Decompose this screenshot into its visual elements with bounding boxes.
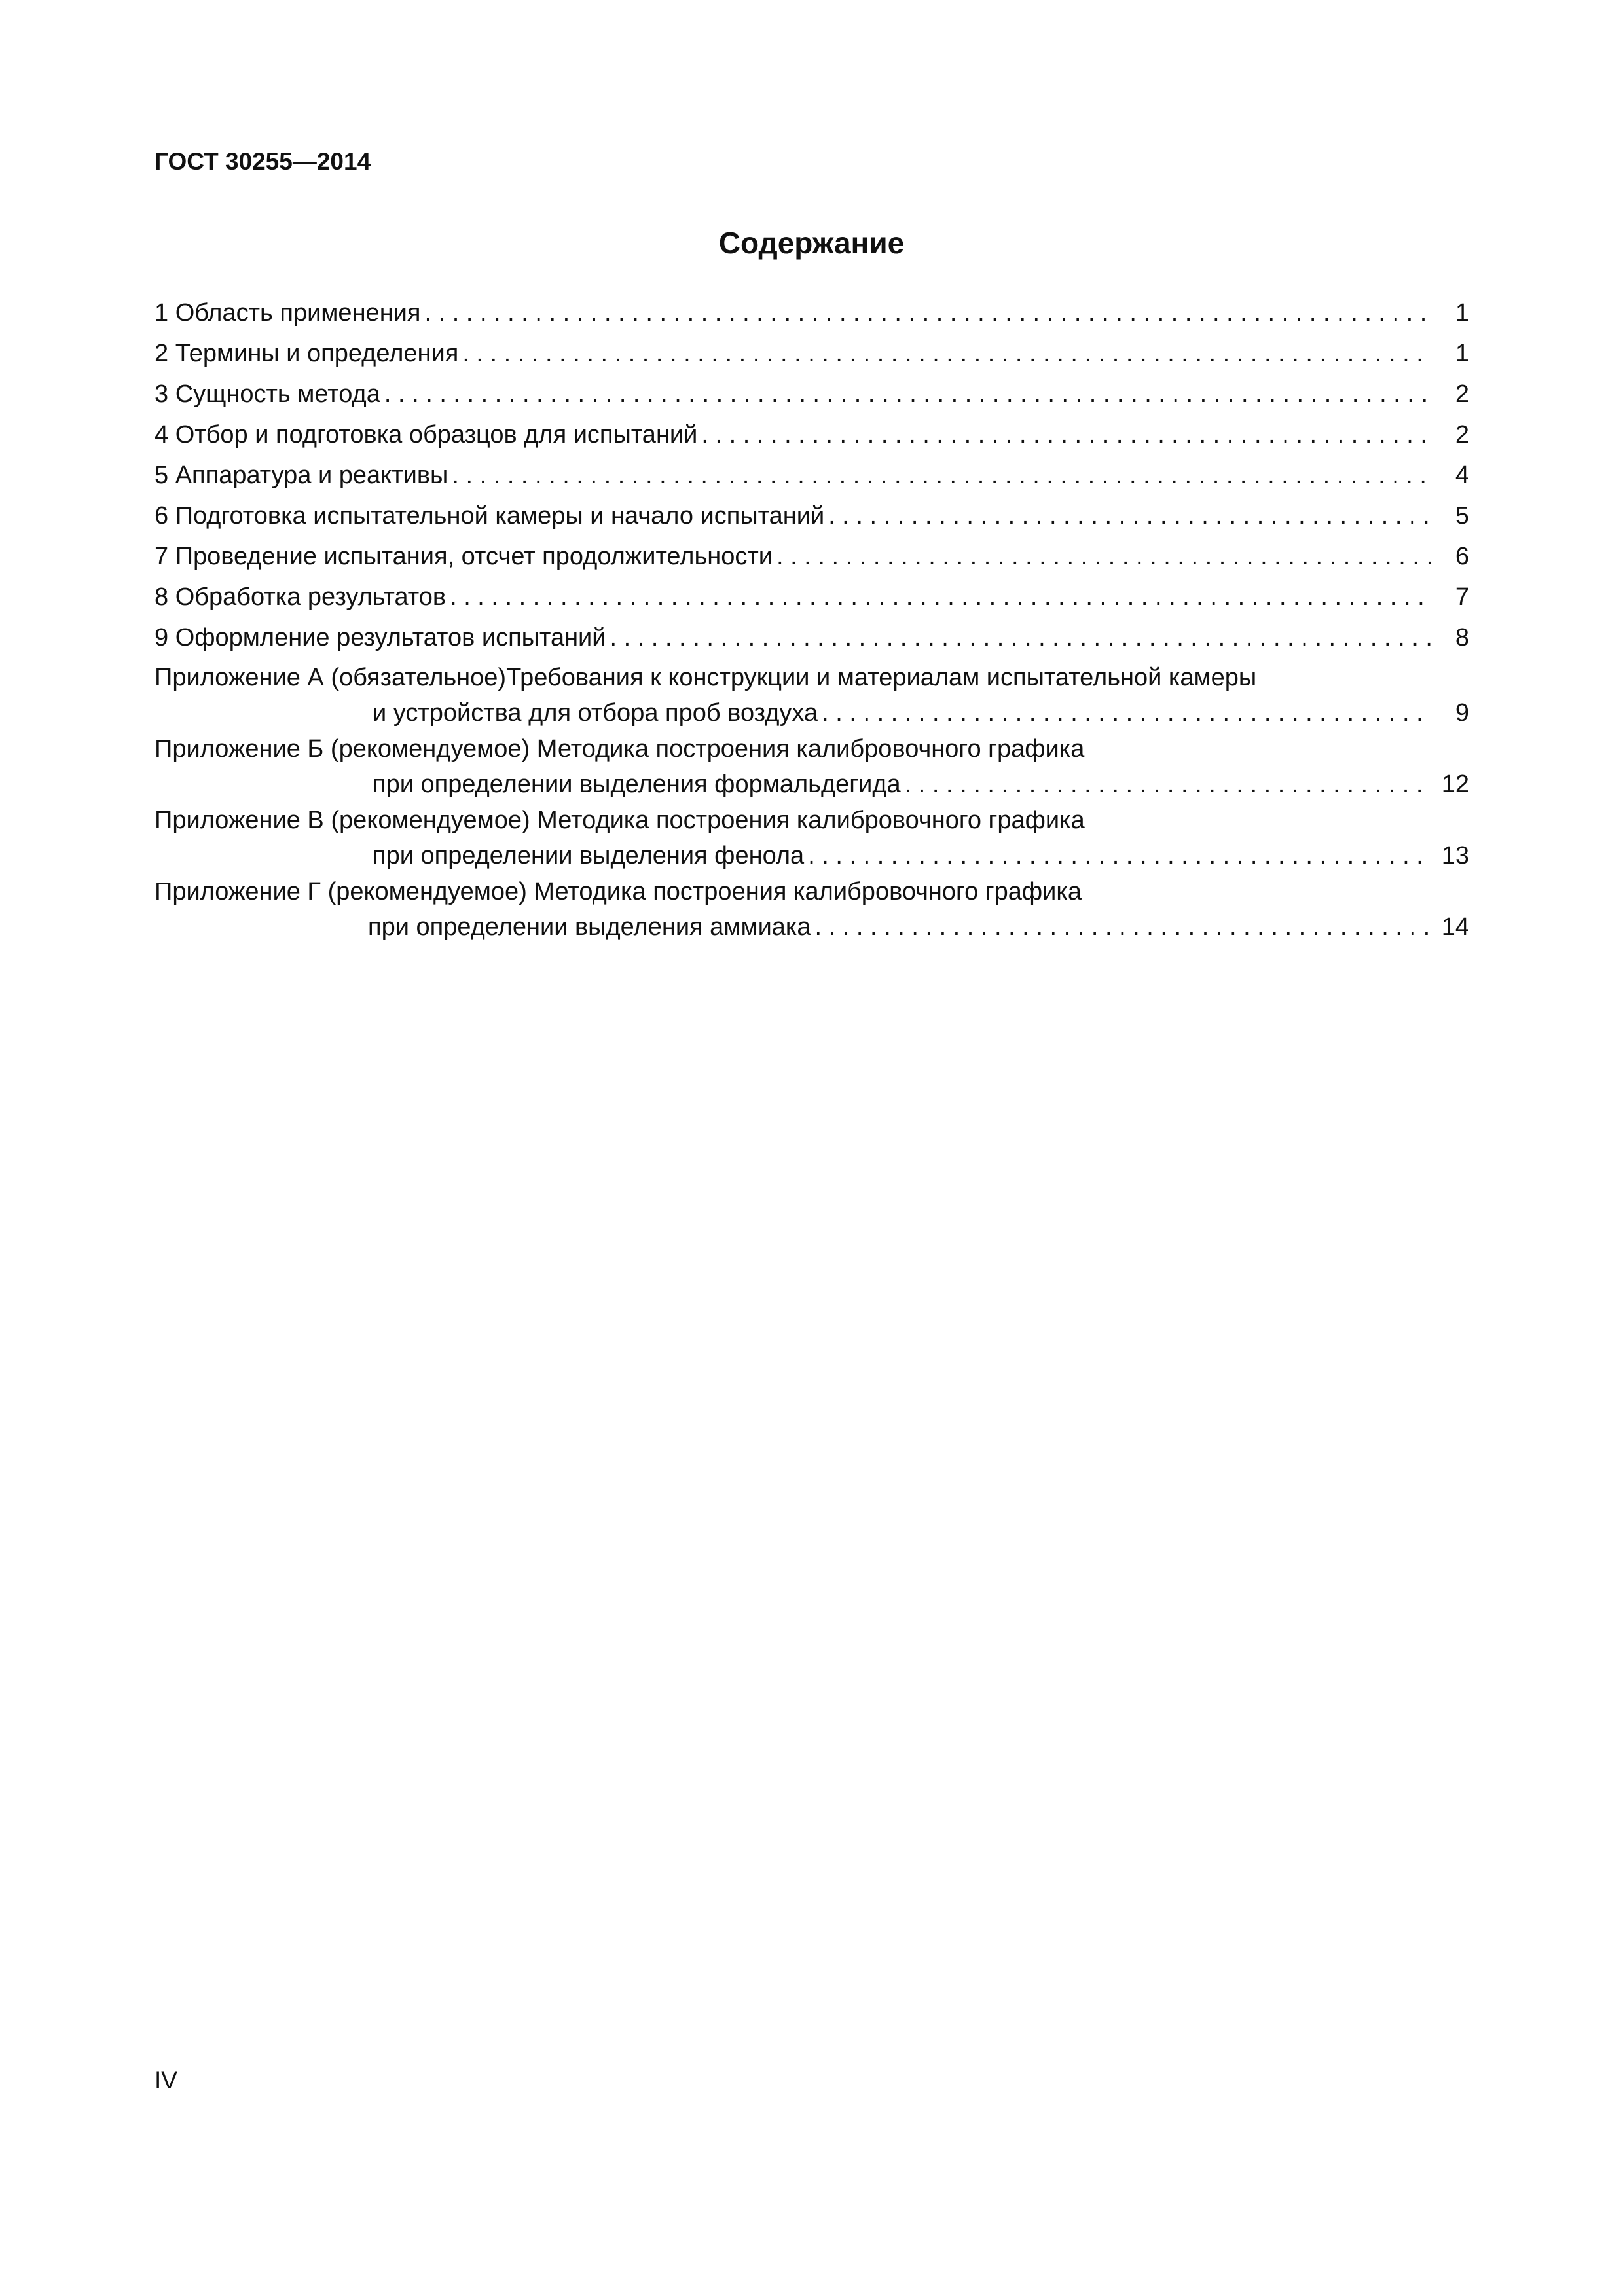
dot-leader [450, 577, 1431, 617]
toc-appendix-entry[interactable] [155, 661, 1469, 731]
toc-entry-text: 1 Область применения [155, 299, 421, 327]
dot-leader [815, 909, 1431, 945]
appendix-subtitle: при определении выделения аммиака [368, 913, 811, 941]
toc-entry[interactable] [155, 293, 1469, 333]
toc-entry[interactable] [155, 496, 1469, 536]
toc-entry[interactable] [155, 374, 1469, 414]
toc-entry[interactable] [155, 333, 1469, 374]
dot-leader [822, 695, 1431, 731]
toc-entry-text: 4 Отбор и подготовка образцов для испытаний [155, 421, 698, 448]
dot-leader [452, 455, 1431, 496]
appendix-title: Приложение Г (рекомендуемое) Методика построения калибровочного графика [155, 878, 1082, 905]
toc-entry-page: 4 [1455, 462, 1469, 489]
dot-leader [610, 617, 1431, 658]
toc-entry-text: 6 Подготовка испытательной камеры и начало испытаний [155, 502, 825, 530]
dot-leader [905, 766, 1431, 803]
toc-entry-text: 3 Сущность метода [155, 380, 380, 408]
toc-appendix-entry[interactable] [155, 875, 1469, 945]
dot-leader [462, 333, 1431, 374]
toc-entry-text: 7 Проведение испытания, отсчет продолжительности [155, 543, 773, 570]
dot-leader [776, 536, 1431, 577]
toc-entry-page: 14 [1441, 913, 1469, 941]
toc-entry-page: 7 [1455, 583, 1469, 611]
dot-leader [424, 293, 1431, 333]
toc-entry-text: 8 Обработка результатов [155, 583, 447, 611]
toc-entry-page: 12 [1441, 771, 1469, 798]
dot-leader [828, 496, 1431, 536]
appendix-title: Приложение А (обязательное)Требования к конструкции и материалам испытательной камеры [155, 664, 1257, 691]
toc-entry[interactable] [155, 414, 1469, 455]
dot-leader [808, 837, 1431, 874]
toc-title: Содержание [718, 226, 905, 260]
toc-entry[interactable] [155, 455, 1469, 496]
toc-entry-page: 9 [1455, 699, 1469, 727]
appendix-subtitle: при определении выделения формальдегида [373, 771, 901, 798]
appendix-subtitle: при определении выделения фенола [373, 842, 805, 869]
table-of-contents [155, 293, 1469, 945]
toc-entry-page: 1 [1455, 299, 1469, 327]
page-number: IV [155, 2067, 177, 2094]
toc-entry[interactable] [155, 617, 1469, 658]
toc-entry-text: 9 Оформление результатов испытаний [155, 624, 606, 651]
toc-entry-page: 13 [1441, 842, 1469, 869]
document-code: ГОСТ 30255—2014 [155, 148, 371, 175]
toc-entry-page: 6 [1455, 543, 1469, 570]
toc-appendix-entry[interactable] [155, 732, 1469, 803]
toc-entry-page: 1 [1455, 340, 1469, 367]
appendix-subtitle: и устройства для отбора проб воздуха [373, 699, 818, 727]
toc-entry-page: 2 [1455, 380, 1469, 408]
toc-appendix-entry[interactable] [155, 803, 1469, 874]
toc-entry-page: 5 [1455, 502, 1469, 530]
toc-entry-page: 8 [1455, 624, 1469, 651]
appendix-title: Приложение Б (рекомендуемое) Методика построения калибровочного графика [155, 735, 1085, 763]
appendix-title: Приложение В (рекомендуемое) Методика построения калибровочного графика [155, 807, 1085, 834]
toc-entry-text: 5 Аппаратура и реактивы [155, 462, 448, 489]
toc-entry[interactable] [155, 577, 1469, 617]
toc-entry[interactable] [155, 536, 1469, 577]
dot-leader [384, 374, 1431, 414]
toc-entry-text: 2 Термины и определения [155, 340, 459, 367]
dot-leader [701, 414, 1431, 455]
toc-entry-page: 2 [1455, 421, 1469, 448]
